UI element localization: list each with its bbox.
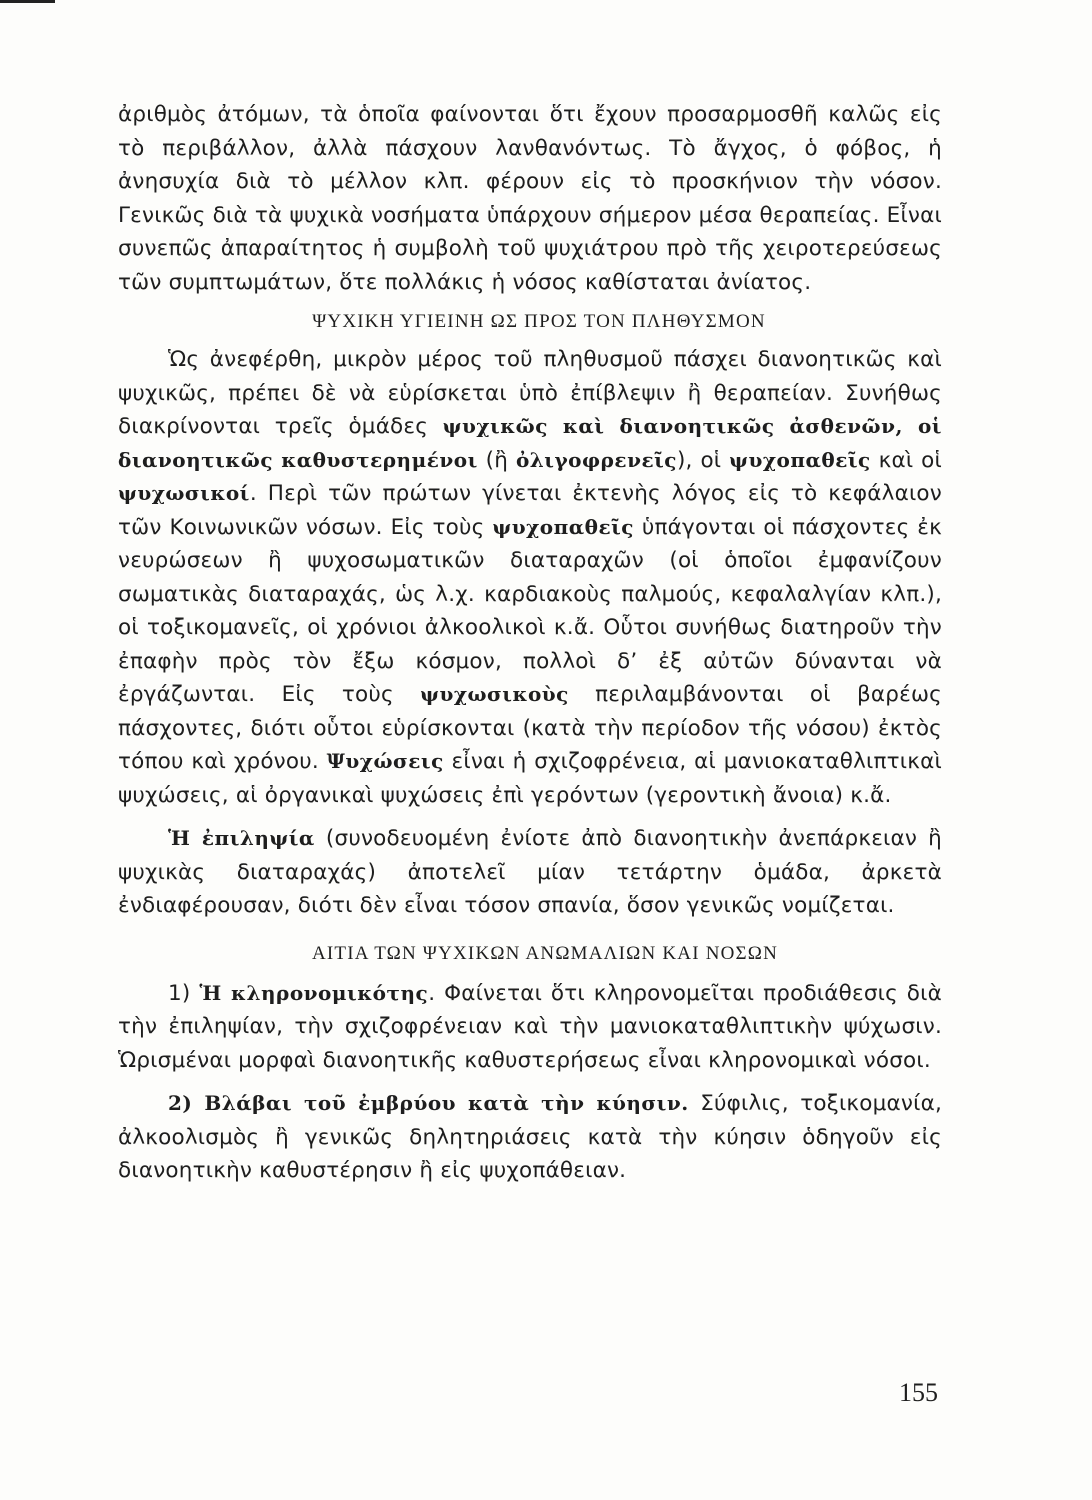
page-number: 155	[899, 1378, 938, 1407]
page-body	[118, 98, 942, 1188]
paragraph-embryo-damage: 2) Βλάβαι τοῦ ἐμβρύου κατὰ τὴν κύησιν. Σύφιλις, τοξικομανία, ἀλκοολισμὸς ἢ γενικῶς δηλητηριάσεις κατὰ τὴν κύησιν ὁδηγοῦν εἰς διανοητικὴν καθυστέρησιν ἢ εἰς ψυχοπάθειαν.	[118, 1091, 942, 1183]
paragraph-intro: ἀριθμὸς ἀτόμων, τὰ ὁποῖα φαίνονται ὅτι ἔχουν προσαρμοσθῆ καλῶς εἰς τὸ περιβάλλον, ἀλλὰ πάσχουν λανθανόντως. Τὸ ἄγχος, ὁ φόβος, ἡ ἀνησυχία διὰ τὸ μέλλον κλπ. φέρουν εἰς τὸ προσκήνιον τὴν νόσον. Γενικῶς διὰ τὰ ψυχικὰ νοσήματα ὑπάρχουν σήμερον μέσα θεραπείας. Εἶναι συνεπῶς ἀπαραίτητος ἡ συμβολὴ τοῦ ψυχιάτρου πρὸ τῆς χειροτερεύσεως τῶν συμπτωμάτων, ὅτε πολλάκις ἡ νόσος καθίσταται ἀνίατος.	[118, 102, 942, 295]
paragraph-epilepsy: Ἡ ἐπιληψία (συνοδευομένη ἐνίοτε ἀπὸ διανοητικὴν ἀνεπάρκειαν ἢ ψυχικὰς διαταραχάς) ἀποτελεῖ μίαν τετάρτην ὁμάδα, ἀρκετὰ ἐνδιαφέρουσαν, διότι δὲν εἶναι τόσον σπανία, ὅσον γενικῶς νομίζεται.	[118, 826, 942, 918]
section-heading-causes: ΑΙΤΙΑ ΤΩΝ ΨΥΧΙΚΩΝ ΑΝΩΜΑΛΙΩΝ ΚΑΙ ΝΟΣΩΝ	[311, 942, 779, 964]
section-heading-mental-hygiene: ΨΥΧΙΚΗ ΥΓΙΕΙΝΗ ΩΣ ΠΡΟΣ ΤΟΝ ΠΛΗΘΥΣΜΟΝ	[312, 311, 766, 332]
scan-edge-mark	[0, 0, 55, 3]
paragraph-heredity: 1) Ἡ κληρονομικότης. Φαίνεται ὅτι κληρονομεῖται προδιάθεσις διὰ τὴν ἐπιληψίαν, τὴν σχιζοφρένειαν καὶ τὴν μανιοκαταθλιπτικὴν ψύχωσιν. Ὡρισμέναι μορφαὶ διανοητικῆς καθυστερήσεως εἶναι κληρονομικαὶ νόσοι.	[118, 980, 942, 1073]
paragraph-groups: Ὡς ἀνεφέρθη, μικρὸν μέρος τοῦ πληθυσμοῦ πάσχει διανοητικῶς καὶ ψυχικῶς, πρέπει δὲ νὰ εὑρίσκεται ὑπὸ ἐπίβλεψιν ἢ θεραπείαν. Συνήθως διακρίνονται τρεῖς ὁμάδες ψυχικῶς καὶ διανοητικῶς ἀσθενῶν, οἱ διανοητικῶς καθυστερημένοι (ἢ ὀλιγοφρενεῖς), οἱ ψυχοπαθεῖς καὶ οἱ ψυχωσικοί. Περὶ τῶν πρώτων γίνεται ἐκτενὴς λόγος εἰς τὸ κεφάλαιον τῶν Κοινωνικῶν νόσων. Εἰς τοὺς ψυχοπαθεῖς ὑπάγονται οἱ πάσχοντες ἐκ νευρώσεων ἢ ψυχοσωματικῶν διαταραχῶν (οἱ ὁποῖοι ἐμφανίζουν σωματικὰς διαταραχάς, ὡς λ.χ. καρδιακοὺς παλμούς, κεφαλαλγίαν κλπ.), οἱ τοξικομανεῖς, οἱ χρόνιοι ἀλκοολικοὶ κ.ἄ. Οὗτοι συνήθως διατηροῦν τὴν ἐπαφὴν πρὸς τὸν ἔξω κόσμον, πολλοὶ δ’ ἐξ αὐτῶν δύνανται νὰ ἐργάζωνται. Εἰς τοὺς ψυχωσικοὺς περιλαμβάνονται οἱ βαρέως πάσχοντες, διότι οὗτοι εὑρίσκονται (κατὰ τὴν περίοδον τῆς νόσου) ἐκτὸς τόπου καὶ χρόνου. Ψυχώσεις εἶναι ἡ σχιζοφρένεια, αἱ μανιοκαταθλιπτικαὶ ψυχώσεις, αἱ ὀργανικαὶ ψυχώσεις ἐπὶ γερόντων (γεροντικὴ ἄνοια) κ.ἄ.	[118, 347, 942, 808]
